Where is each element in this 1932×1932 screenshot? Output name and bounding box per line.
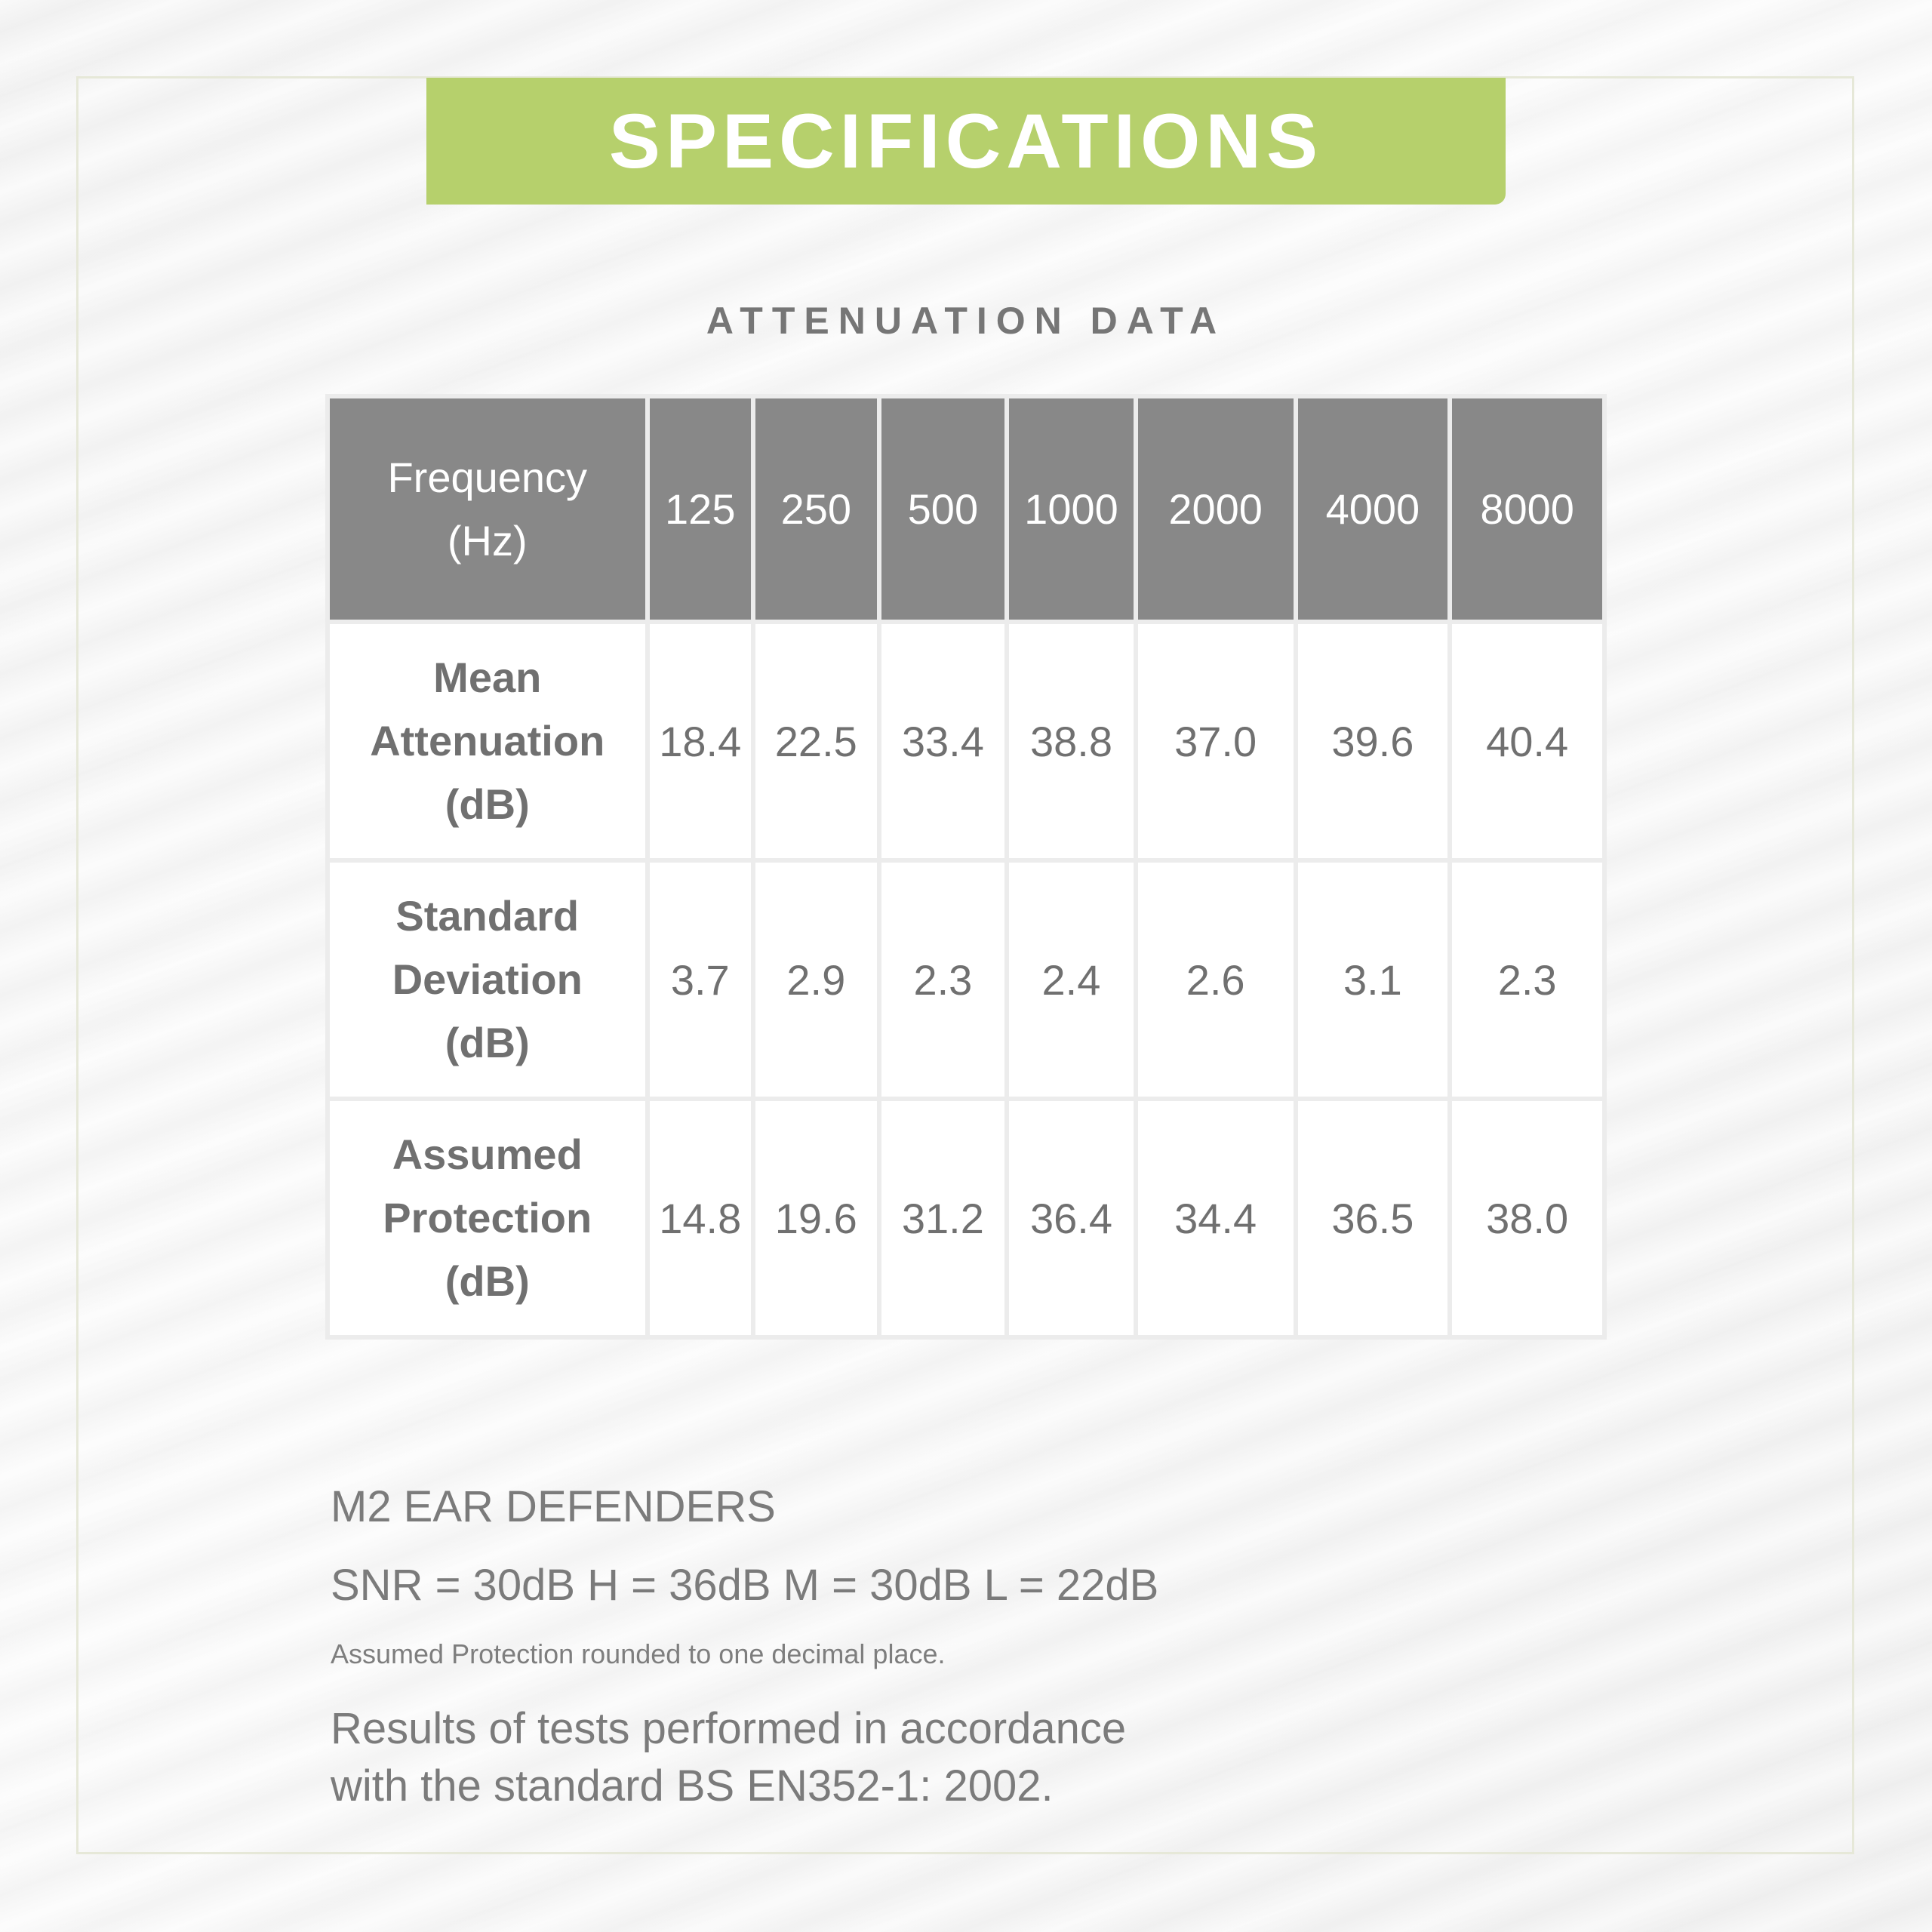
section-subtitle: ATTENUATION DATA xyxy=(706,300,1226,342)
value-cell: 31.2 xyxy=(881,1101,1005,1335)
row-label-line: Standard xyxy=(395,892,580,940)
frequency-cell: 8000 xyxy=(1452,398,1602,620)
row-label-line: Mean xyxy=(433,654,542,701)
value-cell: 2.3 xyxy=(1452,863,1602,1097)
specifications-banner xyxy=(426,78,1506,205)
frequency-cell: 125 xyxy=(650,398,751,620)
mean-attenuation-row xyxy=(330,624,1602,858)
frequency-cell: 2000 xyxy=(1138,398,1294,620)
value-cell: 18.4 xyxy=(650,624,751,858)
value-cell: 34.4 xyxy=(1138,1101,1294,1335)
frequency-cell: 500 xyxy=(881,398,1005,620)
value-cell: 36.5 xyxy=(1298,1101,1448,1335)
value-cell: 14.8 xyxy=(650,1101,751,1335)
row-label xyxy=(330,863,645,1097)
results-line: with the standard BS EN352-1: 2002. xyxy=(331,1761,1054,1810)
value-cell: 2.9 xyxy=(755,863,877,1097)
snr-ratings: SNR = 30dB H = 36dB M = 30dB L = 22dB xyxy=(331,1561,1159,1610)
value-cell: 22.5 xyxy=(755,624,877,858)
attenuation-table xyxy=(325,394,1607,1340)
test-results-note xyxy=(331,1700,1614,1815)
value-cell: 19.6 xyxy=(755,1101,877,1335)
value-cell: 2.3 xyxy=(881,863,1005,1097)
value-cell: 33.4 xyxy=(881,624,1005,858)
value-cell: 36.4 xyxy=(1009,1101,1134,1335)
value-cell: 38.8 xyxy=(1009,624,1134,858)
value-cell: 40.4 xyxy=(1452,624,1602,858)
frequency-cell: 4000 xyxy=(1298,398,1448,620)
notes-block xyxy=(331,1468,1614,1815)
value-cell: 3.7 xyxy=(650,863,751,1097)
assumed-protection-row xyxy=(330,1101,1602,1335)
frequency-header-cell xyxy=(330,398,645,620)
row-label xyxy=(330,624,645,858)
banner-title: SPECIFICATIONS xyxy=(608,97,1324,184)
rounding-note: Assumed Protection rounded to one decimal place. xyxy=(331,1638,946,1669)
frequency-cell: 250 xyxy=(755,398,877,620)
value-cell: 38.0 xyxy=(1452,1101,1602,1335)
value-cell: 2.4 xyxy=(1009,863,1134,1097)
value-cell: 37.0 xyxy=(1138,624,1294,858)
row-label-line: Assumed xyxy=(392,1131,583,1178)
row-label-unit: (dB) xyxy=(445,780,530,828)
row-label-unit: (dB) xyxy=(445,1257,530,1305)
standard-deviation-row xyxy=(330,863,1602,1097)
value-cell: 2.6 xyxy=(1138,863,1294,1097)
row-label-line: Attenuation xyxy=(370,717,605,764)
frequency-cell: 1000 xyxy=(1009,398,1134,620)
frequency-label: Frequency xyxy=(387,453,588,501)
row-label-line: Deviation xyxy=(392,955,583,1003)
results-line: Results of tests performed in accordance xyxy=(331,1704,1127,1753)
row-label-unit: (dB) xyxy=(445,1019,530,1066)
row-label-line: Protection xyxy=(383,1194,592,1241)
row-label xyxy=(330,1101,645,1335)
value-cell: 3.1 xyxy=(1298,863,1448,1097)
header-row xyxy=(330,398,1602,620)
frequency-unit: (Hz) xyxy=(447,516,528,565)
value-cell: 39.6 xyxy=(1298,624,1448,858)
product-name: M2 EAR DEFENDERS xyxy=(331,1482,776,1531)
